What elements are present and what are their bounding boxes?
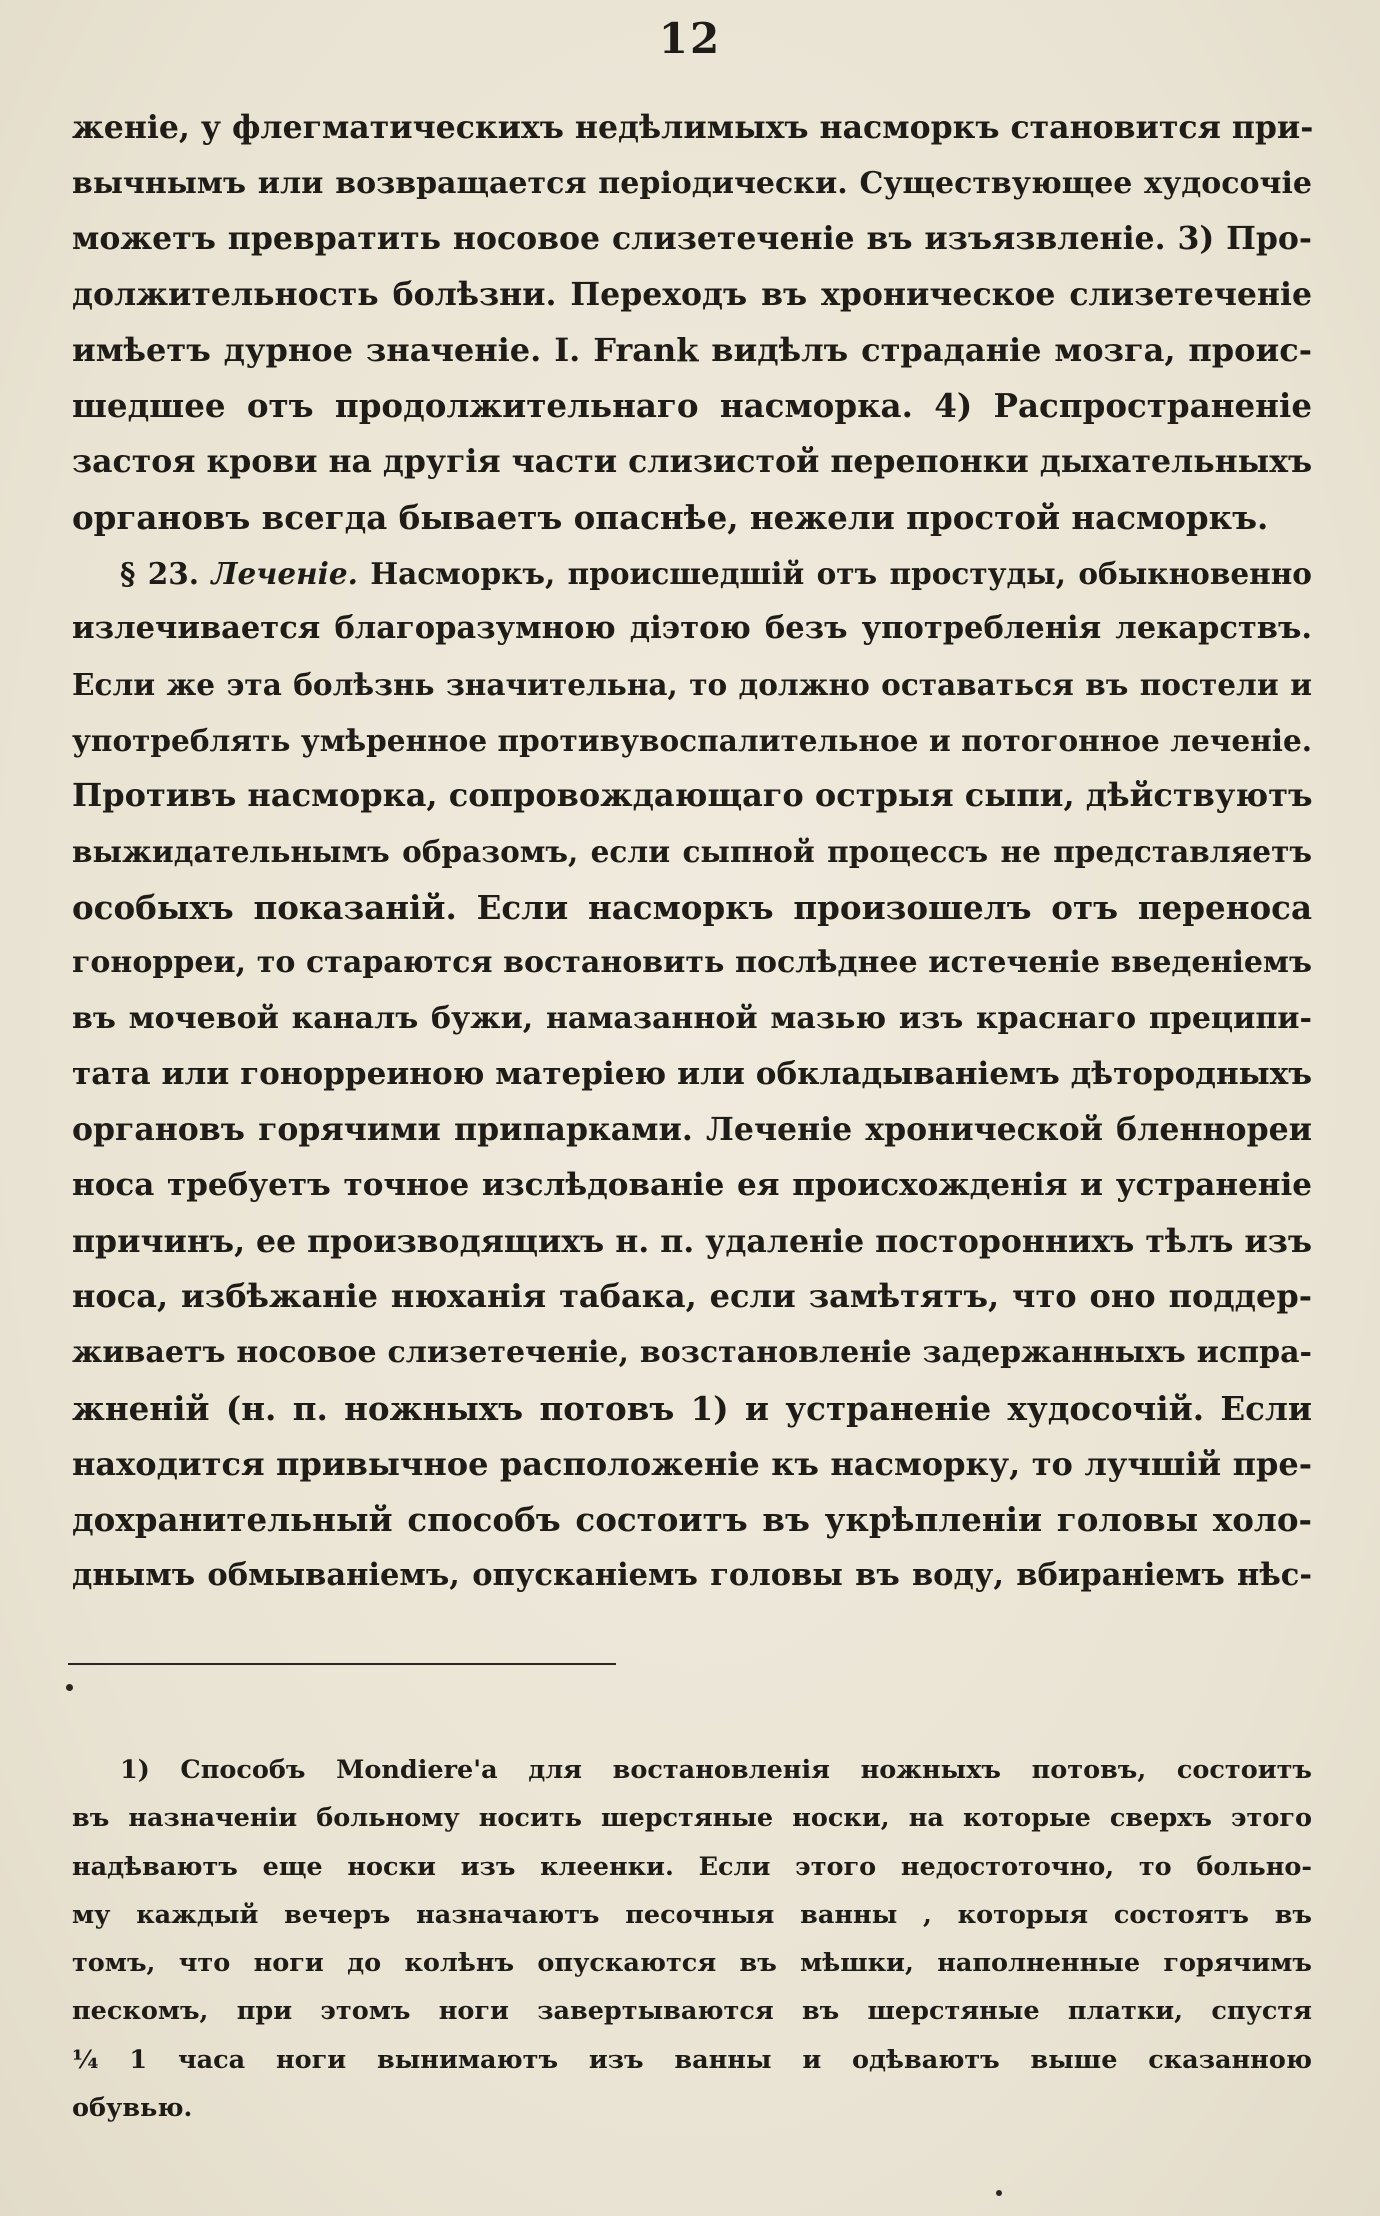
text-line: выжидательнымъ образомъ, если сыпной процессъ не представляетъ	[72, 833, 1312, 869]
footnote-line: въ назначеніи больному носить шерстяные носки, на которые сверхъ этого	[72, 1803, 1312, 1834]
main-text-body	[72, 100, 1312, 1604]
footnote-line: томъ, что ноги до колѣнъ опускаются въ мѣшки, наполненные горячимъ	[72, 1948, 1312, 1979]
footnote-line: ¼ 1 часа ноги вынимаютъ изъ ванны и одѣваютъ выше сказанною	[72, 2044, 1312, 2075]
footnote-line: надѣваютъ еще носки изъ клеенки. Если этого недостоточно, то больно-	[72, 1851, 1312, 1882]
text-line: можетъ превратить носовое слизетеченіе въ изъязвленіе. 3) Про-	[72, 220, 1312, 258]
section-number: § 23.	[120, 555, 200, 591]
text-line: имѣетъ дурное значеніе. I. Frank видѣлъ страданіе мозга, проис-	[72, 330, 1312, 369]
text-line: въ мочевой каналъ бужи, намазанной мазью изъ краснаго преципи-	[72, 1001, 1312, 1036]
footnote-line: му каждый вечеръ назначаютъ песочныя ванны , которыя состоятъ въ	[72, 1899, 1312, 1930]
footnote-divider	[68, 1663, 616, 1665]
footnote-line: 1) Способъ Mondiere'а для востановленія ножныхъ потовъ, состоитъ	[120, 1755, 1312, 1785]
text-line: находится привычное расположеніе къ насморку, то лучшій пре-	[72, 1444, 1312, 1483]
text-line: излечивается благоразумною діэтою безъ употребленія лекарствъ.	[72, 610, 1312, 647]
text-line: женіе, у флегматическихъ недѣлимыхъ насморкъ становится при-	[72, 109, 1314, 146]
text-line: особыхъ показаній. Если насморкъ произошелъ отъ переноса	[72, 887, 1312, 927]
text-line: застоя крови на другія части слизистой перепонки дыхательныхъ	[72, 443, 1313, 481]
text-line: жненій (н. п. ножныхъ потовъ 1) и устраненіе худосочій. Если	[72, 1388, 1312, 1428]
text-line: вычнымъ или возвращается періодически. Существующее худосочіе	[72, 165, 1312, 201]
text-line: живаетъ носовое слизетеченіе, возстановленіе задержанныхъ испра-	[72, 1335, 1312, 1371]
text-line: носа, избѣжаніе нюханія табака, если замѣтятъ, что оно поддер-	[72, 1277, 1312, 1316]
text-line: носа требуетъ точное изслѣдованіе ея происхожденія и устраненіе	[72, 1167, 1312, 1204]
footnote-block	[72, 1746, 1312, 2132]
text-line: должительность болѣзни. Переходъ въ хроническое слизетеченіе	[72, 276, 1312, 314]
footnote-line: пескомъ, при этомъ ноги завертываются въ шерстяные платки, спустя	[72, 1996, 1312, 2027]
text-line: тата или гонорреиною матеріею или обкладываніемъ дѣтородныхъ	[72, 1055, 1312, 1092]
text-line: органовъ горячими припарками. Леченіе хронической бленнореи	[72, 1111, 1312, 1149]
text-line: причинъ, ее производящихъ н. п. удаленіе постороннихъ тѣлъ изъ	[72, 1222, 1312, 1260]
footnote-line: обувью.	[72, 2093, 193, 2124]
text-line: Противъ насморка, сопровождающаго острыя сыпи, дѣйствуютъ	[72, 776, 1313, 815]
print-speck	[66, 1684, 73, 1691]
text-line: шедшее отъ продолжительнаго насморка. 4) Распространеніе	[72, 386, 1312, 426]
section-heading-line	[72, 546, 1312, 602]
text-line: днымъ обмываніемъ, опусканіемъ головы въ воду, вбираніемъ нѣс-	[72, 1556, 1312, 1593]
print-speck	[996, 2190, 1002, 2196]
text-line: употреблять умѣренное противувоспалительное и потогонное леченіе.	[72, 722, 1312, 758]
text-line: гонорреи, то стараются востановить послѣднее истеченіе введеніемъ	[72, 945, 1312, 981]
text-line: Если же эта болѣзнь значительна, то должно оставаться въ постели и	[72, 666, 1312, 702]
text-line: дохранительный способъ состоитъ въ укрѣпленіи головы холо-	[72, 1500, 1312, 1540]
text-line: органовъ всегда бываетъ опаснѣе, нежели простой насморкъ.	[72, 497, 1269, 537]
section-text: Насморкъ, происшедшій отъ простуды, обыкновенно	[370, 555, 1312, 591]
section-title: Лечeніе.	[211, 555, 358, 591]
page-number: 12	[658, 14, 722, 63]
